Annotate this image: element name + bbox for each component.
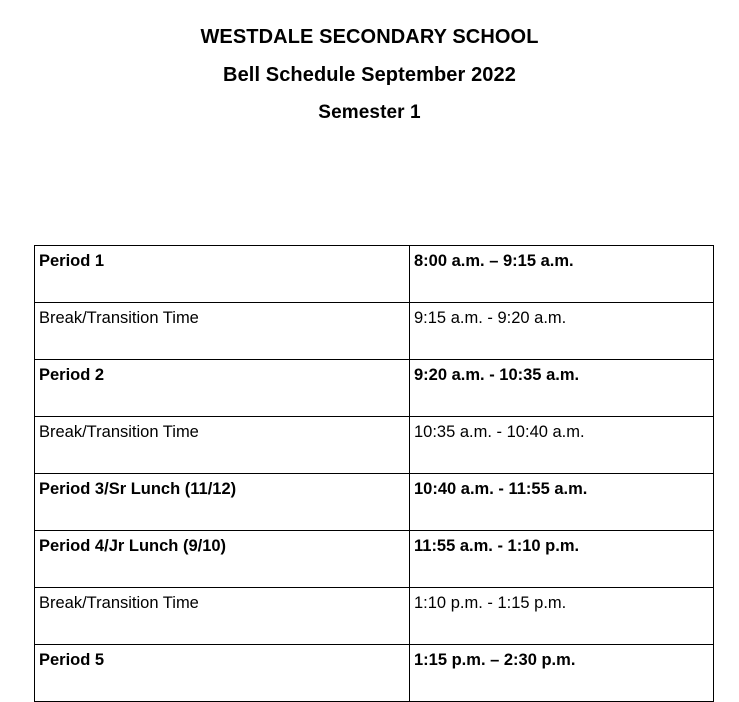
- semester-heading: Semester 1: [318, 102, 421, 123]
- schedule-period-time: 9:20 a.m. - 10:35 a.m.: [410, 360, 714, 417]
- table-row: [35, 303, 714, 360]
- school-name-heading: WESTDALE SECONDARY SCHOOL: [200, 26, 539, 48]
- schedule-period-label: Break/Transition Time: [35, 417, 410, 474]
- schedule-period-time: 8:00 a.m. – 9:15 a.m.: [410, 246, 714, 303]
- schedule-period-label: Period 5: [35, 645, 410, 702]
- schedule-period-time: 10:35 a.m. - 10:40 a.m.: [410, 417, 714, 474]
- table-row: [35, 417, 714, 474]
- schedule-period-label: Break/Transition Time: [35, 303, 410, 360]
- schedule-period-time: 10:40 a.m. - 11:55 a.m.: [410, 474, 714, 531]
- schedule-period-label: Period 1: [35, 246, 410, 303]
- schedule-period-label: Period 4/Jr Lunch (9/10): [35, 531, 410, 588]
- schedule-table-body: [35, 246, 714, 702]
- table-row: [35, 645, 714, 702]
- schedule-period-time: 11:55 a.m. - 1:10 p.m.: [410, 531, 714, 588]
- table-row: [35, 474, 714, 531]
- schedule-title-heading: Bell Schedule September 2022: [223, 64, 516, 86]
- schedule-period-label: Break/Transition Time: [35, 588, 410, 645]
- schedule-period-label: Period 3/Sr Lunch (11/12): [35, 474, 410, 531]
- table-row: [35, 360, 714, 417]
- table-row: [35, 531, 714, 588]
- document-heading-block: [0, 18, 739, 132]
- table-row: [35, 588, 714, 645]
- schedule-period-time: 1:15 p.m. – 2:30 p.m.: [410, 645, 714, 702]
- table-row: [35, 246, 714, 303]
- schedule-period-time: 9:15 a.m. - 9:20 a.m.: [410, 303, 714, 360]
- schedule-period-label: Period 2: [35, 360, 410, 417]
- schedule-period-time: 1:10 p.m. - 1:15 p.m.: [410, 588, 714, 645]
- bell-schedule-table: [34, 245, 714, 702]
